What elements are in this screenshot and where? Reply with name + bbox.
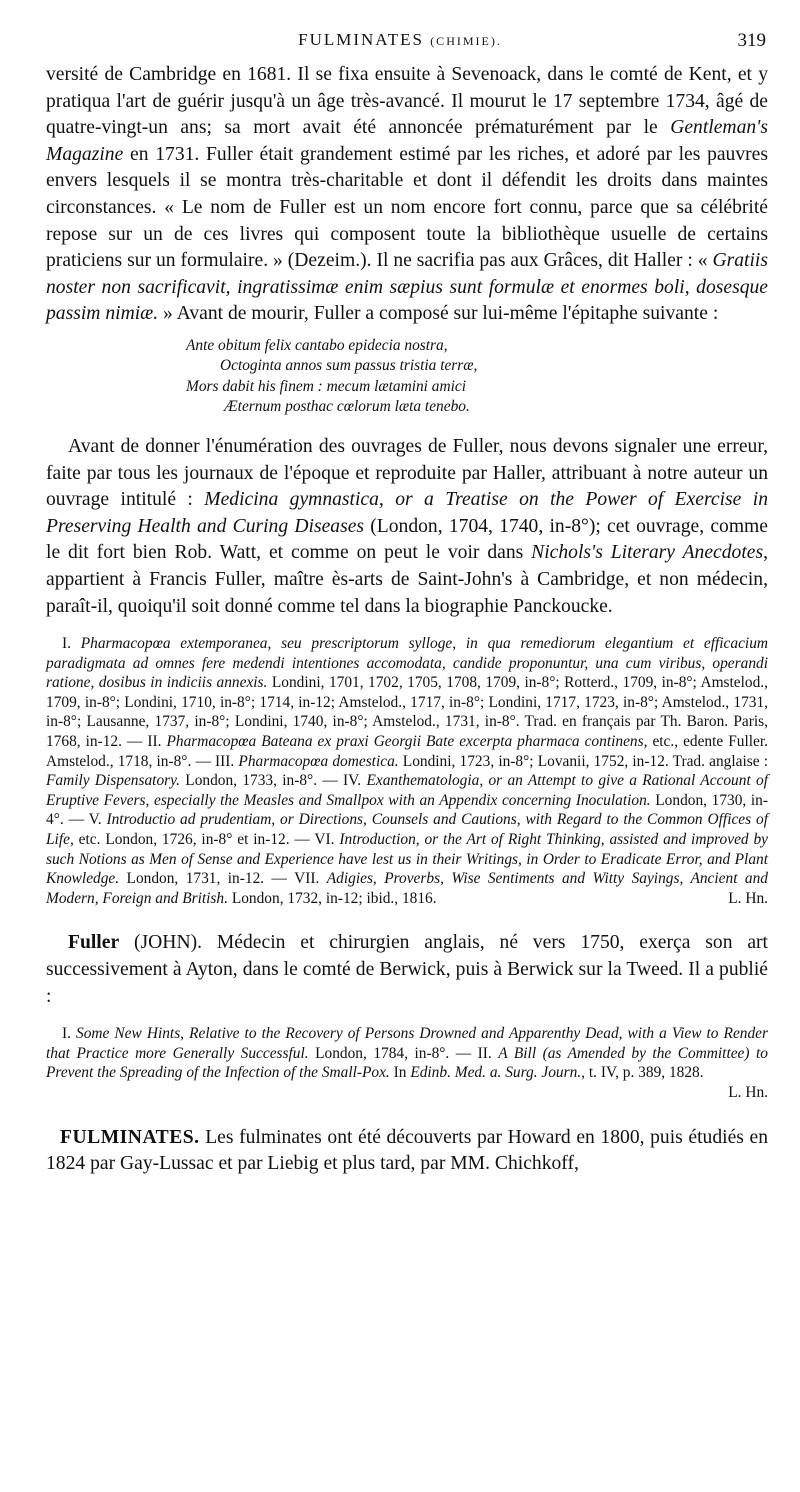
work-title: Introductio ad prudentiam, or Directions, Counsels and Cautions, with Regard to the Common Offices of Life, [46, 811, 768, 849]
bibliography-fuller-john [46, 1024, 768, 1101]
work-title: Pharmacopœa Bateana ex praxi Georgii Bate excerpta pharmaca continens, [166, 733, 648, 751]
epitaph-line: Ante obitum felix cantabo epidecia nostra, [186, 336, 448, 354]
entry-text: Les fulminates ont été découverts par Howard en 1800, puis étudiés en 1824 par Gay-Lussac et par Liebig et plus tard, par MM. Chichkoff, [46, 1126, 768, 1175]
running-title-text: FULMINATES [298, 30, 424, 49]
work-number: I. [62, 635, 81, 653]
work-title: Pharmacopœa extemporanea, seu prescriptorum sylloge, in qua remediorum elegantium et efficacium paradigmata ad omnes fere medendi intentiones accomodata, candide proponuntur, una cum viribus, operandi ratione, dosibus in indiciis annexis. [46, 635, 769, 692]
page-body [46, 62, 768, 1178]
entry-headword: Fuller [68, 932, 120, 954]
work-title: Some New Hints, Relative to the Recovery of Persons Drowned and Apparenthy Dead, with a View to Render that Practice more Generally Successful. [46, 1025, 768, 1062]
epitaph-line: Octoginta annos sum passus tristia terræ, [220, 357, 478, 375]
work-title: Exanthematologia, or an Attempt to give a Rational Account of Eruptive Fevers, especially the Measles and Smallpox with an Appendix concerning Inoculation. [46, 772, 768, 809]
intro-text-a: versité de Cambridge en 1681. Il se fixa ensuite à Sevenoack, dans le comté de Kent, et y pratiqua l'art de guérir jusqu'à un âge très-avancé. Il mourut le 17 septembre 1734, âgé de quatre-vingt-un ans; sa mort avait été annoncée prématurément par le [46, 64, 768, 139]
work-details: etc., edente Fuller. Amstelod., 1718, in-8°. — III. [46, 733, 768, 770]
journal-title: Edinb. Med. a. Surg. Journ. [410, 1064, 582, 1082]
entry-given-name: (JOHN). [119, 932, 203, 954]
work-number: I. [62, 1025, 77, 1043]
page-number: 319 [737, 30, 766, 51]
running-head [0, 24, 800, 54]
fulminates-entry [46, 1125, 768, 1178]
intro-paragraph [46, 62, 768, 328]
work-title: to Prevent the Spreading of the Infection of the Small-Pox. [46, 1044, 768, 1082]
work-title: Adigies, Proverbs, Wise Sentiments and Witty Sayings, Ancient and Modern, Foreign and British. [46, 870, 768, 907]
work-details: London, 1733, in-8°. — IV. [179, 772, 367, 790]
attribution-text-a: Avant de donner l'énumération des ouvrages de Fuller, nous devons signaler une erreur, faite par tous les journaux de l'époque et reproduite par Haller, attribuant à notre auteur un ouvrage intitulé : [46, 435, 768, 511]
running-subtitle: (CHIMIE). [430, 34, 502, 48]
bibliography-fuller [46, 634, 768, 908]
work-details: Londini, 1723, in-8°; Lovanii, 1752, in-12. Trad. anglaise : [398, 752, 769, 770]
work-title: A Bill [498, 1044, 537, 1062]
work-details: London, 1732, in-12; ibid., 1816. [227, 889, 437, 907]
epitaph-verse [186, 336, 768, 418]
epitaph-line: Æternum posthac cœlorum læta tenebo. [224, 398, 470, 416]
gentlemans-magazine-title: Gentleman's Magazine [46, 117, 768, 165]
work-details: London, 1730, in-4°. — V. [46, 791, 768, 829]
epitaph-line: Mors dabit his finem : mecum lætamini amici [186, 377, 466, 395]
intro-text-b: en 1731. Fuller était grandement estimé par les riches, et adoré par les pauvres envers lesquels il se montra très-charitable et dont il défendit les droits dans maintes circonstances. « Le nom de Fuller est un nom encore fort connu, parce que sa célébrité repose sur un de ces livres qui composent toute la bibliothèque usuelle de certains praticiens sur un formulaire. » (Dezeim.). Il ne sacrifia pas aux Grâces, dit Haller : « [46, 143, 768, 272]
fuller-john-entry [46, 930, 768, 1010]
work-title: Introduction, or the Art of Right Thinking, assisted and improved by such Notions as Men of Sense and Experience have lest us in their Writings, in Order to Eradicate Error, and Plant Knowledge. [46, 831, 769, 888]
running-title [0, 30, 800, 50]
attribution-text-c: , appartient à Francis Fuller, maître ès-arts de Saint-John's à Cambridge, et non médecin, paraît-il, quoiqu'il soit donné comme tel dans la biographie Panckoucke. [46, 542, 768, 617]
attribution-paragraph [46, 434, 768, 620]
author-signature: L. Hn. [728, 889, 768, 907]
work-details: etc. London, 1726, in-8° et in-12. — VI. [73, 831, 340, 849]
work-details: London, 1784, in-8°. — II. [308, 1044, 499, 1062]
medicina-gymnastica-title: Medicina gymnastica, or a Treatise on the Power of Exercise in Preserving Health and Curing Diseases [46, 489, 768, 537]
intro-text-c: » Avant de mourir, Fuller a composé sur lui-même l'épitaphe suivante : [158, 303, 719, 325]
work-details: Londini, 1701, 1702, 1705, 1708, 1709, in-8°; Rotterd., 1709, in-8°; Amstelod., 1709, in-8°; Londini, 1710, in-8°; 1714, in-12; Amstelod., 1717, in-8°; Londini, 1717, 1723, in-8°; Amstelod., 1731, in-8°; Lausanne, 1737, in-8°; Londini, 1740, in-8°; Amstelod., 1731, in-8°. Trad. en français par Th. Baron. Paris, 1768, in-12. — II. [46, 674, 768, 751]
work-details: , t. IV, p. 389, 1828. [581, 1064, 704, 1082]
nichols-title: Nichols's Literary Anecdotes [531, 542, 764, 564]
work-details: (as Amended by the Committee) [536, 1044, 757, 1062]
attribution-text-b: (London, 1704, 1740, in-8°); cet ouvrage, comme le dit fort bien Rob. Watt, et comme on peut le voir dans [46, 515, 768, 564]
entry-headword: FULMINATES. [60, 1126, 200, 1148]
entry-text: Médecin et chirurgien anglais, né vers 1750, exerça son art successivement à Ayton, dans le comté de Berwick, puis à Berwick sur la Tweed. Il a publié : [46, 932, 768, 1007]
haller-quote: Gratiis noster non sacrificavit, ingratissimæ enim sæpius sunt formulæ et enormes boli, dosesque passim nimiæ. [46, 250, 768, 325]
work-details: London, 1731, in-12. — VII. [119, 870, 327, 888]
work-title: Pharmacopœa domestica. [238, 752, 399, 770]
author-signature: L. Hn. [728, 1083, 768, 1101]
work-title: Family Dispensatory. [46, 772, 180, 790]
work-details: In [389, 1064, 411, 1082]
